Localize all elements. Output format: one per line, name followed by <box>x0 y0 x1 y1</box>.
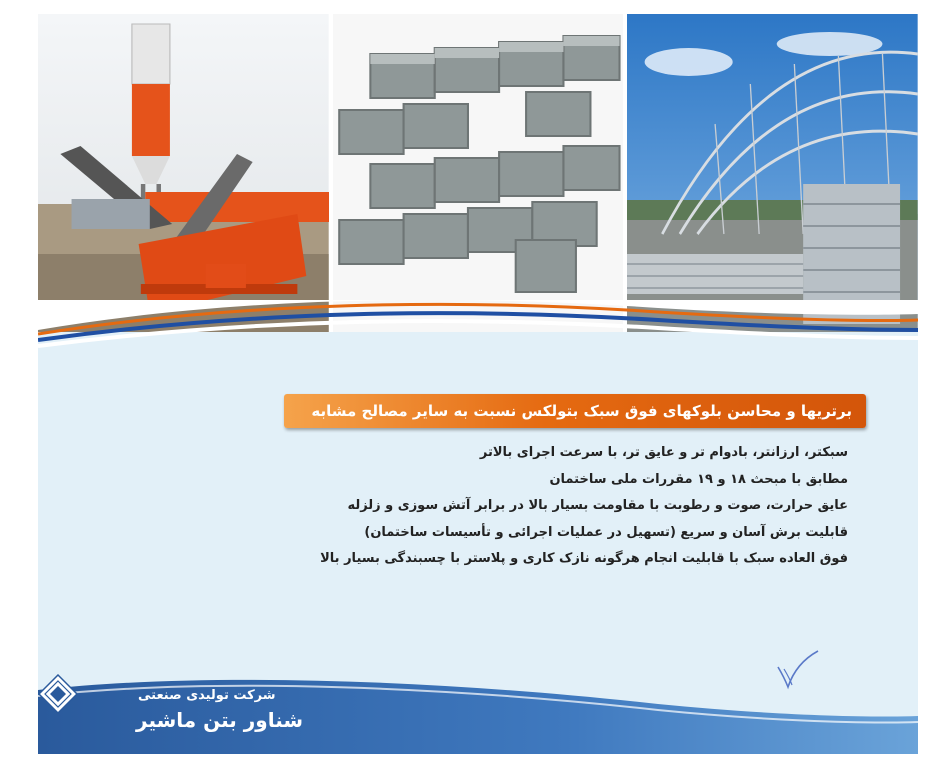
features-list <box>268 440 848 573</box>
photo-strip <box>38 14 918 332</box>
heading-banner <box>284 394 866 428</box>
company-subtitle: شرکت تولیدی صنعتی <box>138 688 276 703</box>
list-item: فوق العاده سبک با قابلیت انجام هرگونه نازک کاری و پلاستر با چسبندگی بسیار بالا <box>320 551 848 566</box>
batching-plant-photo <box>38 14 329 332</box>
steel-frame-photo <box>627 14 918 332</box>
concrete-blocks-photo <box>333 14 624 332</box>
footer-band <box>38 674 918 754</box>
list-item: سبکتر، ارزانتر، بادوام تر و عایق تر، با سرعت اجرای بالاتر <box>479 445 848 460</box>
brochure-page <box>38 14 918 754</box>
list-item: عایق حرارت، صوت و رطوبت با مقاومت بسیار بالا در برابر آتش سوزی و زلزله <box>347 498 848 513</box>
wave-divider <box>38 300 918 380</box>
company-name: شناور بتن ماشیر <box>136 708 304 732</box>
heading-text: برتریها و محاسن بلوکهای فوق سبک بتولکس نسبت به سایر مصالح مشابه <box>311 402 852 420</box>
diamond-emblem-icon <box>38 674 78 714</box>
list-item: مطابق با مبحث ۱۸ و ۱۹ مقررات ملی ساختمان <box>549 471 848 487</box>
list-item: قابلیت برش آسان و سریع (تسهیل در عملیات اجرائی و تأسیسات ساختمان) <box>364 524 848 540</box>
